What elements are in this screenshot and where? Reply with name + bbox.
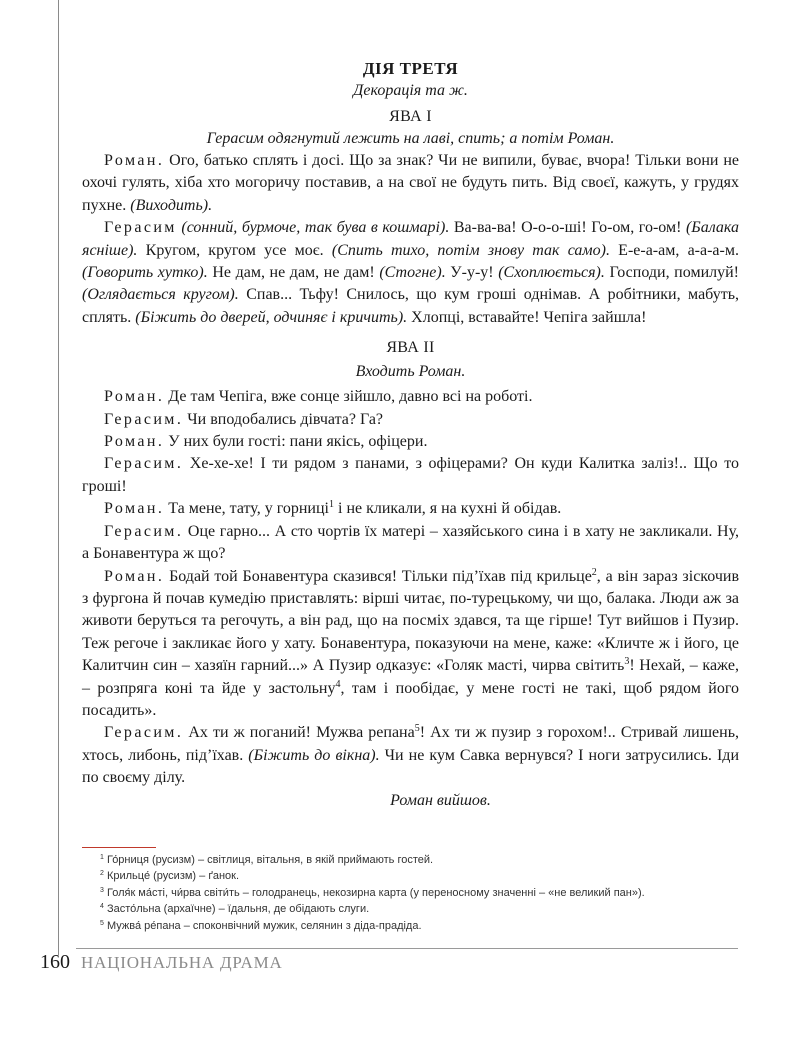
speech-text: Кругом, кругом усе моє. xyxy=(137,241,332,259)
footnote-ref: 4 xyxy=(335,678,341,690)
setting-note: Декорація та ж. xyxy=(353,82,468,99)
speaker-name: Роман. xyxy=(104,433,165,451)
speech-text: , там і пообідає, у мене гості не такі, щоб рядом його посадить». xyxy=(82,679,739,719)
stage-direction: (Стогне). xyxy=(379,264,446,282)
footnote-ref: 5 xyxy=(414,723,420,735)
speaker-name: Герасим. xyxy=(104,724,184,742)
speech-text: Бодай той Бонавентура сказився! Тільки під’їхав під крильце xyxy=(169,567,592,585)
speech-text: Ва-ва-ва! О-о-о-ші! Го-ом, го-ом! xyxy=(449,219,686,237)
dialogue-line xyxy=(82,386,739,408)
speech-text: і не кликали, я на кухні й обідав. xyxy=(334,500,562,518)
speech-text: Хлопці, вставайте! Чепіга зайшла! xyxy=(407,308,647,326)
stage-direction: (Схоплюється). xyxy=(498,264,605,282)
speech-text: Та мене, тату, у горниці xyxy=(168,500,329,518)
dialogue-line xyxy=(82,498,739,520)
footnote-ref: 1 xyxy=(329,499,334,511)
dialogue-line xyxy=(82,453,739,498)
scene-2-dialogue xyxy=(82,386,739,789)
speech-text: Спав... Тьфу! Снилось, що кум гроші однімав. А робітники, мабуть, сплять. xyxy=(82,286,739,326)
stage-direction: (Біжить до вікна). xyxy=(248,746,380,764)
scene-2-title: ЯВА ІІ xyxy=(386,339,435,357)
speaker-name: Роман. xyxy=(104,152,165,169)
speech-text: Чи вподобались дівчата? Га? xyxy=(187,410,384,428)
speaker-name: Герасим xyxy=(104,219,177,237)
speech-text: Чи не кум Савка вернувся? І ноги затрусились. Іди по своєму ділу. xyxy=(82,746,740,787)
speech-text: ! Нехай, – каже, – розпряга коні та йде у застольну xyxy=(82,657,739,697)
speech-text: Не дам, не дам, не дам! xyxy=(207,264,380,282)
speaker-name: Роман. xyxy=(104,500,165,518)
stage-direction: (Виходить). xyxy=(130,196,213,214)
footnote-4: $^4$ Засто́льна (архаїчне) – їдальня, де обідають слуги. xyxy=(100,903,370,916)
footnote-3: $^3$ Голя́к ма́сті, чи́рва світи́ть – голодранець, некозирна карта (у переносному значенні – «не великий пан»). xyxy=(100,886,645,899)
scene-1-dialogue xyxy=(82,150,739,329)
speech-text: Ах ти ж поганий! Мужва репана xyxy=(188,724,415,742)
dialogue-line xyxy=(82,566,739,723)
page-number: 160 xyxy=(40,951,70,973)
running-head: НАЦІОНАЛЬНА ДРАМА xyxy=(81,953,283,972)
speech-text: Ого, батько сплять і досі. Що за знак? Чи не випили, буває, вчора! Тільки вони не охочі гулять, хіба хто могоричу поставив, а на свої не будуть пить. Від своєї, кажуть, у грудях пухне. xyxy=(82,152,740,214)
stage-direction: (Біжить до дверей, одчиняє і кричить). xyxy=(135,308,408,326)
page-content xyxy=(82,58,739,812)
scene-2-direction: Входить Роман. xyxy=(355,363,466,381)
speaker-name: Герасим. xyxy=(104,410,184,428)
speaker-name: Герасим. xyxy=(104,455,184,473)
scene-1-title: ЯВА І xyxy=(389,108,432,125)
footnotes xyxy=(100,852,740,934)
speech-text: Де там Чепіга, вже сонце зійшло, давно всі на роботі. xyxy=(168,388,533,406)
footer-rule xyxy=(76,948,738,949)
speaker-name: Роман. xyxy=(104,388,165,406)
stage-direction: (Говорить хутко). xyxy=(82,264,208,282)
footnote-1: $^1$ Го́рниця (русизм) – світлиця, вітальня, в якій приймають гостей. xyxy=(100,854,434,866)
stage-direction: (Балака ясніше). xyxy=(82,219,739,259)
dialogue-line xyxy=(82,217,739,329)
dialogue-line xyxy=(82,409,739,431)
stage-direction: (Оглядається кругом). xyxy=(82,286,239,304)
speaker-name: Герасим. xyxy=(104,522,184,540)
footnote-ref: 3 xyxy=(624,656,630,668)
act-title: ДІЯ ТРЕТЯ xyxy=(362,59,459,78)
speech-text: У них були гості: пани якісь, офіцери. xyxy=(168,433,428,451)
speech-text: Господи, помилуй! xyxy=(604,264,739,282)
dialogue-line xyxy=(82,150,739,217)
speech-text: ! Ах ти ж пузир з горохом!.. Стривай лишень, хтось, либонь, під’їхав. xyxy=(82,724,740,764)
dialogue-line xyxy=(82,431,739,453)
speech-text: , а він зараз зіскочив з фургона й почав кумедію приставлять: вірші читає, по-турецькому, чи що, балака. Люди аж за животи беруться та регочуть, а він рад, що на посміх здався, та ще гірше! Тут вийшов і Пузир. Теж регоче і закликає його у хату. Бонавентура, показуючи на мене, каже: «Кличте ж і його, це Калитчин син – хазяїн гарний...» А Пузир одказує: «Голяк масті, чирва світить xyxy=(82,567,740,675)
scene-1-direction: Герасим одягнутий лежить на лаві, спить; а потім Роман. xyxy=(206,130,615,147)
speech-text: Е-е-а-ам, а-а-а-м. xyxy=(609,241,739,259)
speech-text: Оце гарно... А сто чортів їх матері – хазяйського сина і в хату не закликали. Ну, а Бонавентура ж що? xyxy=(82,522,739,563)
margin-rule xyxy=(58,0,59,955)
speech-text: Хе-хе-хе! І ти рядом з панами, з офіцерами? Он куди Калитка заліз!.. Що то гроші! xyxy=(82,455,740,495)
dialogue-line xyxy=(82,722,739,789)
speaker-name: Роман. xyxy=(104,567,165,585)
dialogue-line xyxy=(82,521,739,566)
stage-direction: (Спить тихо, потім знову так само). xyxy=(331,241,610,259)
footnote-ref: 2 xyxy=(591,566,597,578)
speech-text: У-у-у! xyxy=(445,264,499,282)
footnote-2: $^2$ Крильце́ (русизм) – ґанок. xyxy=(100,870,240,883)
footnote-rule xyxy=(82,847,156,848)
footnote-5: $^5$ Мужва́ ре́пана – споконвічний мужик, селянин з діда-прадіда. xyxy=(100,919,422,932)
stage-direction: (сонний, бурмоче, так бува в кошмарі). xyxy=(176,219,450,237)
scene-2-closing: Роман вийшов. xyxy=(390,791,491,809)
